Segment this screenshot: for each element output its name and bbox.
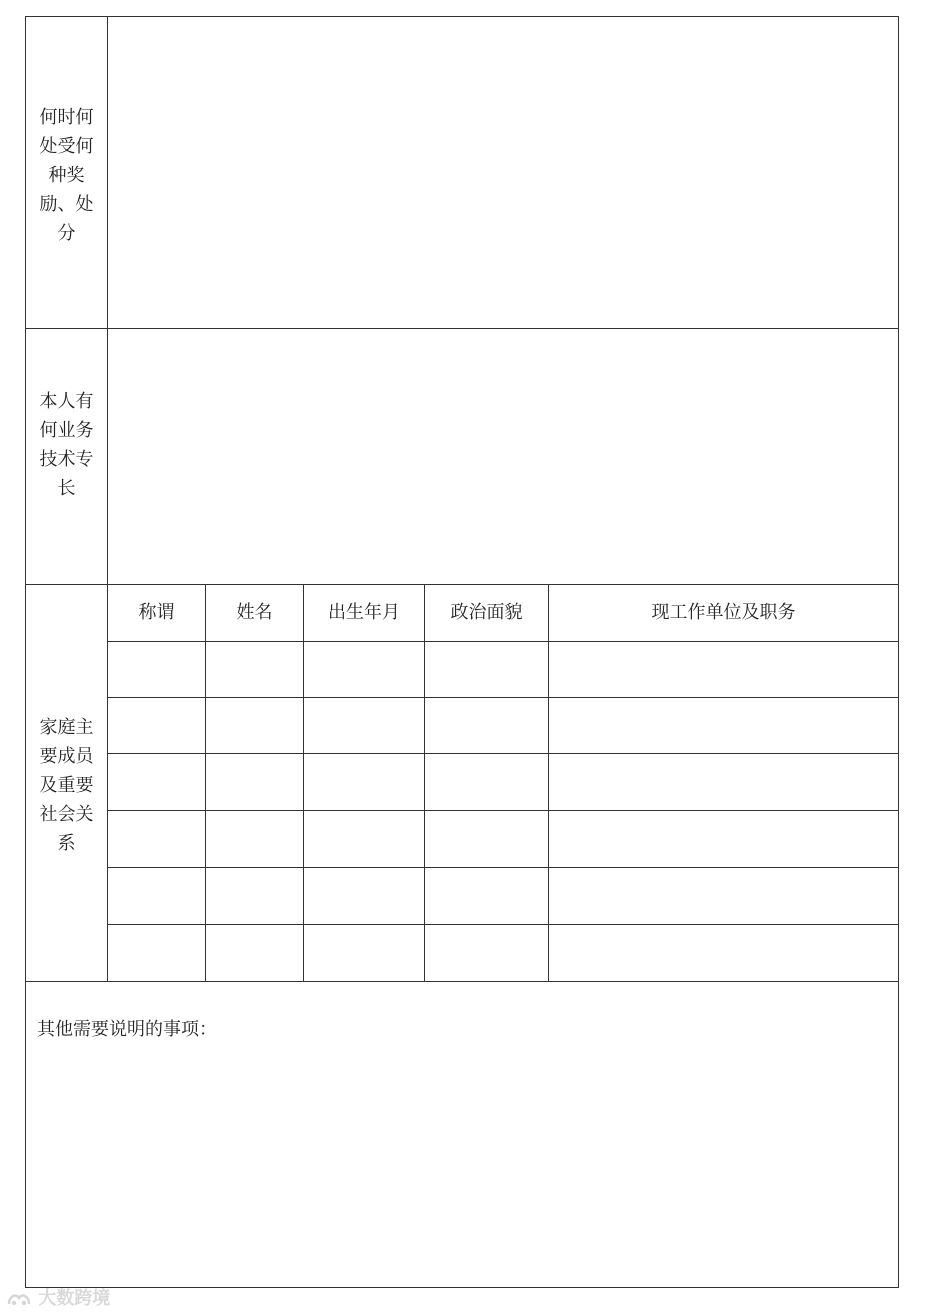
other-notes-content[interactable]	[26, 1047, 898, 1285]
family-row-3[interactable]	[108, 754, 898, 810]
watermark	[6, 1284, 110, 1310]
family-row-2[interactable]	[108, 698, 898, 753]
family-header-name: 姓名	[236, 602, 273, 623]
family-header-workplace: 现工作单位及职务	[651, 602, 796, 623]
family-header-birth: 出生年月	[328, 602, 400, 623]
rewards-label: 何时何 处受何 种奖 励、处 分	[39, 107, 94, 244]
family-row-1[interactable]	[108, 642, 898, 697]
divider-family	[26, 981, 898, 982]
registration-form	[25, 16, 899, 1288]
other-notes-label: 其他需要说明的事项：	[37, 1019, 217, 1040]
skills-label: 本人有 何业务 技术专 长	[39, 391, 94, 499]
watermark-text: 大数跨境	[38, 1288, 111, 1309]
family-row-6[interactable]	[108, 925, 898, 981]
rewards-content-cell[interactable]	[108, 17, 898, 328]
family-row-4[interactable]	[108, 811, 898, 867]
family-row-5[interactable]	[108, 868, 898, 924]
family-header-political-status: 政治面貌	[450, 602, 523, 623]
family-header-relation: 称谓	[138, 602, 175, 623]
family-label: 家庭主 要成员 及重要 社会关 系	[39, 717, 94, 854]
watermark-logo-icon	[6, 1290, 32, 1308]
skills-content-cell[interactable]	[108, 329, 898, 584]
